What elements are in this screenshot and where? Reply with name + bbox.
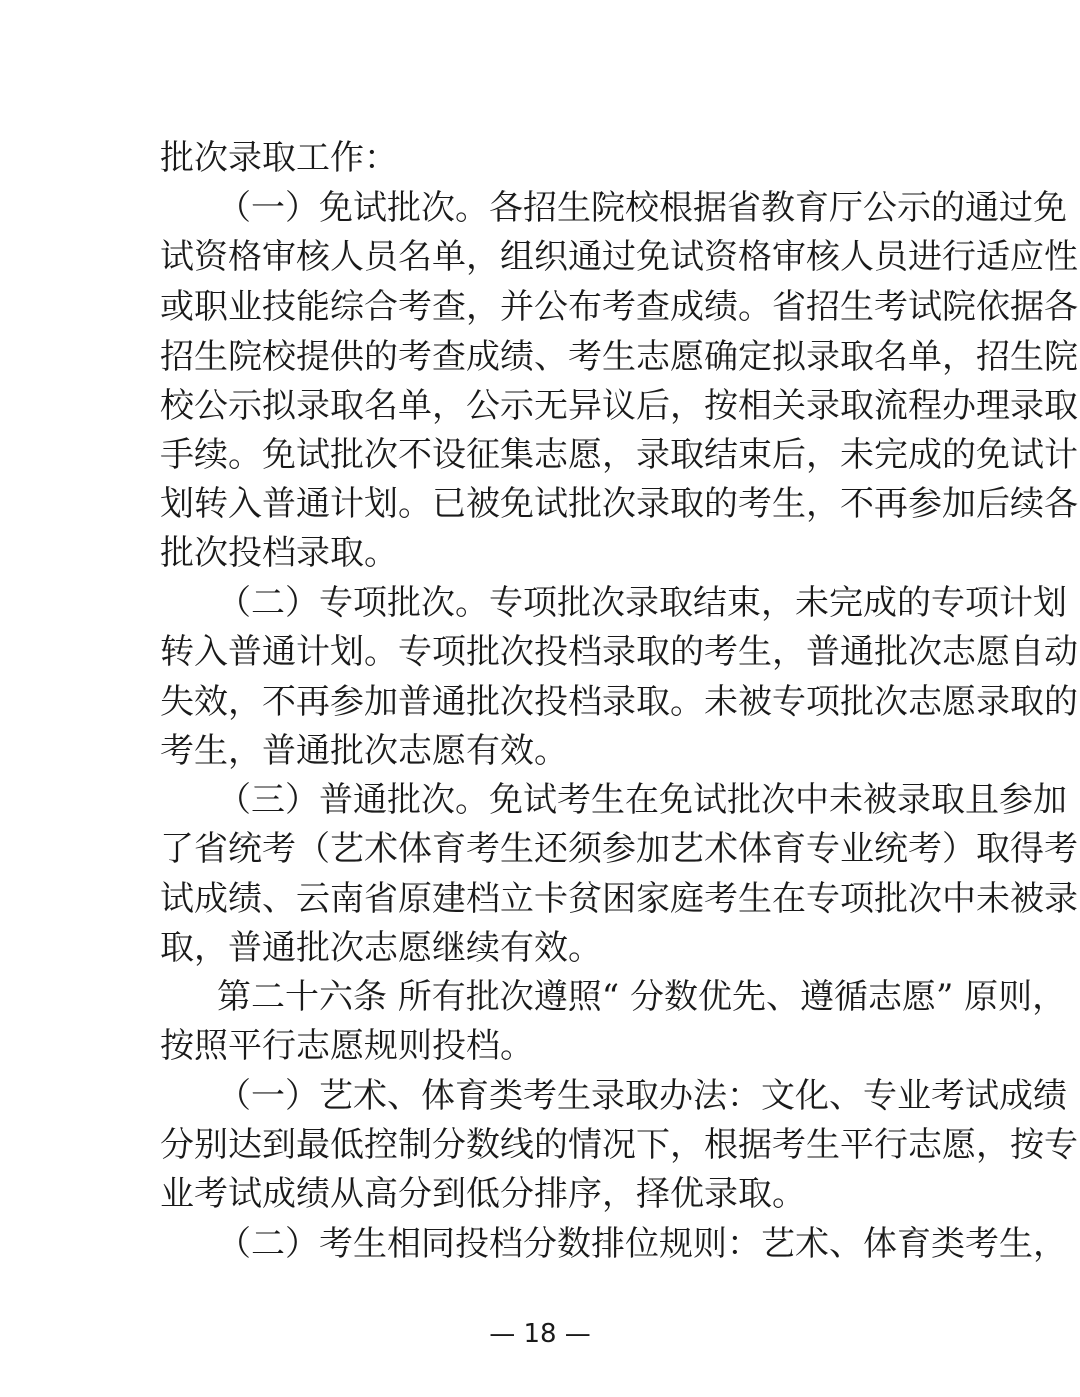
text-line-20: （一）艺术、体育类考生录取办法：文化、专业考试成绩 [217,1076,1067,1116]
text-line-18: 第二十六条 所有批次遵照“ 分数优先、遵循志愿” 原则， [217,977,1067,1017]
text-line-21: 分别达到最低控制分数线的情况下，根据考生平行志愿，按专 [160,1125,1078,1165]
text-line-17: 取，普通批次志愿继续有效。 [160,928,602,968]
text-line-3: 试资格审核人员名单，组织通过免试资格审核人员进行适应性 [160,237,1078,277]
page-number: — 18 — [489,1319,591,1349]
text-line-4: 或职业技能综合考查，并公布考查成绩。省招生考试院依据各 [160,287,1078,327]
text-line-16: 试成绩、云南省原建档立卡贫困家庭考生在专项批次中未被录 [160,879,1078,919]
text-line-9: 批次投档录取。 [160,533,398,573]
text-line-14: （三）普通批次。免试考生在免试批次中未被录取且参加 [217,780,1067,820]
text-line-12: 失效，不再参加普通批次投档录取。未被专项批次志愿录取的 [160,682,1078,722]
text-line-1: 批次录取工作： [160,138,398,178]
text-line-23: （二）考生相同投档分数排位规则：艺术、体育类考生， [217,1224,1067,1264]
text-line-2: （一）免试批次。各招生院校根据省教育厅公示的通过免 [217,188,1067,228]
text-line-19: 按照平行志愿规则投档。 [160,1026,534,1066]
text-line-22: 业考试成绩从高分到低分排序，择优录取。 [160,1174,806,1214]
text-line-7: 手续。免试批次不设征集志愿，录取结束后，未完成的免试计 [160,435,1078,475]
text-line-10: （二）专项批次。专项批次录取结束，未完成的专项计划 [217,583,1067,623]
text-line-11: 转入普通计划。专项批次投档录取的考生，普通批次志愿自动 [160,632,1078,672]
text-line-8: 划转入普通计划。已被免试批次录取的考生，不再参加后续各 [160,484,1078,524]
text-line-6: 校公示拟录取名单，公示无异议后，按相关录取流程办理录取 [160,386,1078,426]
text-line-5: 招生院校提供的考查成绩、考生志愿确定拟录取名单，招生院 [160,337,1078,377]
text-line-15: 了省统考（艺术体育考生还须参加艺术体育专业统考）取得考 [160,829,1078,869]
text-line-13: 考生，普通批次志愿有效。 [160,731,568,771]
